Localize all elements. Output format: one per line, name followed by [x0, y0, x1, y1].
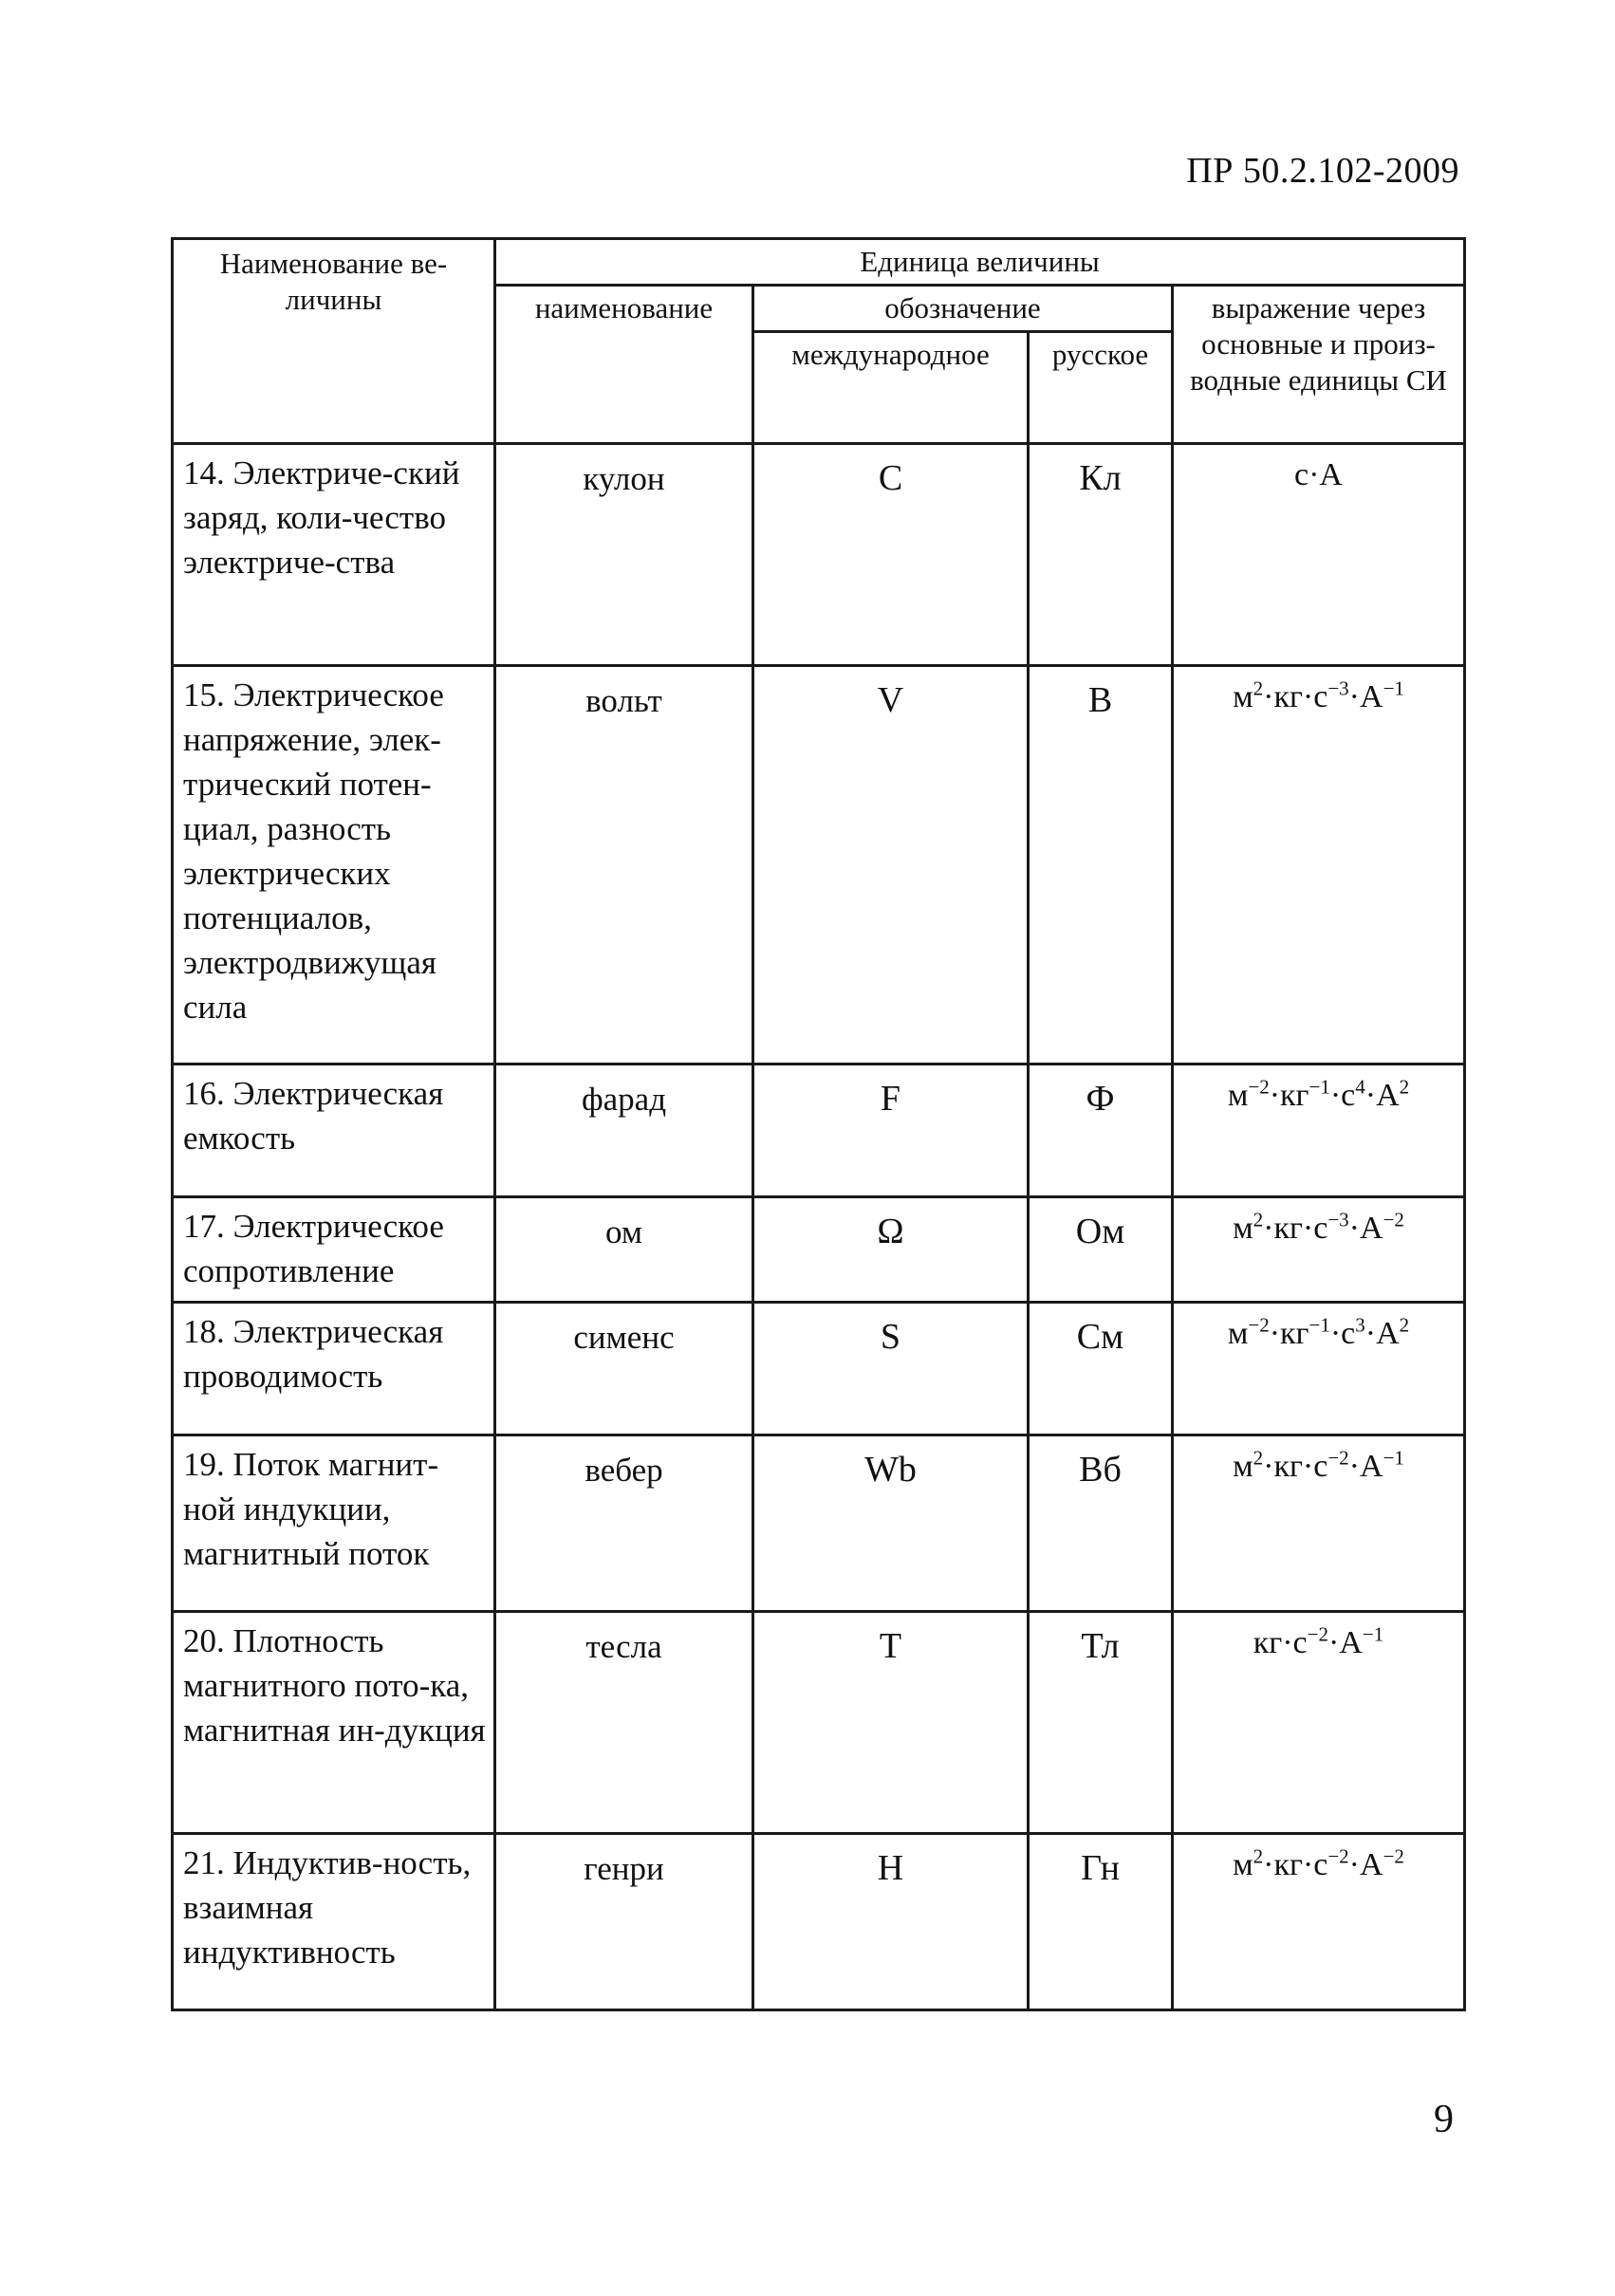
- header-expression: выражение через основные и произ-водные единицы СИ: [1173, 286, 1465, 444]
- unit-name-cell: тесла: [495, 1612, 753, 1834]
- unit-name-cell: фарад: [495, 1065, 753, 1197]
- unit-name-cell: сименс: [495, 1303, 753, 1435]
- international-symbol-cell: F: [753, 1065, 1029, 1197]
- si-expression-cell: $м^{-2}\cdot кг^{-1}\cdot с^3\cdot А^2$: [1173, 1303, 1465, 1435]
- table-row: [173, 1197, 1465, 1303]
- quantity-cell: 16. Электрическая емкость: [173, 1065, 495, 1197]
- russian-symbol-cell: Ом: [1029, 1197, 1173, 1303]
- international-symbol-cell: Ω: [753, 1197, 1029, 1303]
- international-symbol-cell: V: [753, 666, 1029, 1065]
- quantity-cell: 20. Плотность магнитного пото-ка, магнитная ин-дукция: [173, 1612, 495, 1834]
- quantity-cell: 14. Электриче-ский заряд, коли-чество электриче-ства: [173, 444, 495, 666]
- header-quantity-name: Наименование ве-личины: [173, 239, 495, 444]
- si-expression-cell: $м^2\cdot кг\cdot с^{-3}\cdot А^{-1}$: [1173, 666, 1465, 1065]
- si-expression-cell: с·А: [1173, 444, 1465, 666]
- quantity-cell: 18. Электрическая проводимость: [173, 1303, 495, 1435]
- unit-name-cell: генри: [495, 1834, 753, 2010]
- international-symbol-cell: Wb: [753, 1435, 1029, 1612]
- unit-name-cell: вебер: [495, 1435, 753, 1612]
- table-row: [173, 666, 1465, 1065]
- si-expression-cell: $м^2\cdot кг\cdot с^{-3}\cdot А^{-2}$: [1173, 1197, 1465, 1303]
- header-unit-group: Единица величины: [495, 239, 1465, 286]
- international-symbol-cell: C: [753, 444, 1029, 666]
- quantity-cell: 15. Электрическое напряжение, элек-трический потен-циал, разность электрических потенциалов, электродвижущая сила: [173, 666, 495, 1065]
- header-designation: обозначение: [753, 286, 1173, 332]
- table-row: [173, 444, 1465, 666]
- quantity-cell: 21. Индуктив-ность, взаимная индуктивность: [173, 1834, 495, 2010]
- russian-symbol-cell: См: [1029, 1303, 1173, 1435]
- table-row: [173, 1834, 1465, 2010]
- table-row: [173, 1303, 1465, 1435]
- international-symbol-cell: H: [753, 1834, 1029, 2010]
- table-row: [173, 1612, 1465, 1834]
- page-number: 9: [1434, 2098, 1454, 2141]
- si-expression-cell: $м^2\cdot кг\cdot с^{-2}\cdot А^{-2}$: [1173, 1834, 1465, 2010]
- si-expression-cell: $кг\cdot с^{-2}\cdot А^{-1}$: [1173, 1612, 1465, 1834]
- si-expression-cell: $м^2\cdot кг\cdot с^{-2}\cdot А^{-1}$: [1173, 1435, 1465, 1612]
- unit-name-cell: кулон: [495, 444, 753, 666]
- international-symbol-cell: S: [753, 1303, 1029, 1435]
- document-code: ПР 50.2.102-2009: [1186, 151, 1459, 191]
- russian-symbol-cell: Ф: [1029, 1065, 1173, 1197]
- header-international: международное: [753, 332, 1029, 444]
- russian-symbol-cell: Гн: [1029, 1834, 1173, 2010]
- unit-name-cell: ом: [495, 1197, 753, 1303]
- units-table: [171, 237, 1466, 2011]
- quantity-cell: 19. Поток магнит-ной индукции, магнитный поток: [173, 1435, 495, 1612]
- russian-symbol-cell: Тл: [1029, 1612, 1173, 1834]
- unit-name-cell: вольт: [495, 666, 753, 1065]
- russian-symbol-cell: В: [1029, 666, 1173, 1065]
- header-russian: русское: [1029, 332, 1173, 444]
- international-symbol-cell: T: [753, 1612, 1029, 1834]
- table-row: [173, 1435, 1465, 1612]
- russian-symbol-cell: Вб: [1029, 1435, 1173, 1612]
- table-row: [173, 1065, 1465, 1197]
- si-expression-cell: $м^{-2}\cdot кг^{-1}\cdot с^4\cdot А^2$: [1173, 1065, 1465, 1197]
- header-unit-name: наименование: [495, 286, 753, 444]
- quantity-cell: 17. Электрическое сопротивление: [173, 1197, 495, 1303]
- russian-symbol-cell: Кл: [1029, 444, 1173, 666]
